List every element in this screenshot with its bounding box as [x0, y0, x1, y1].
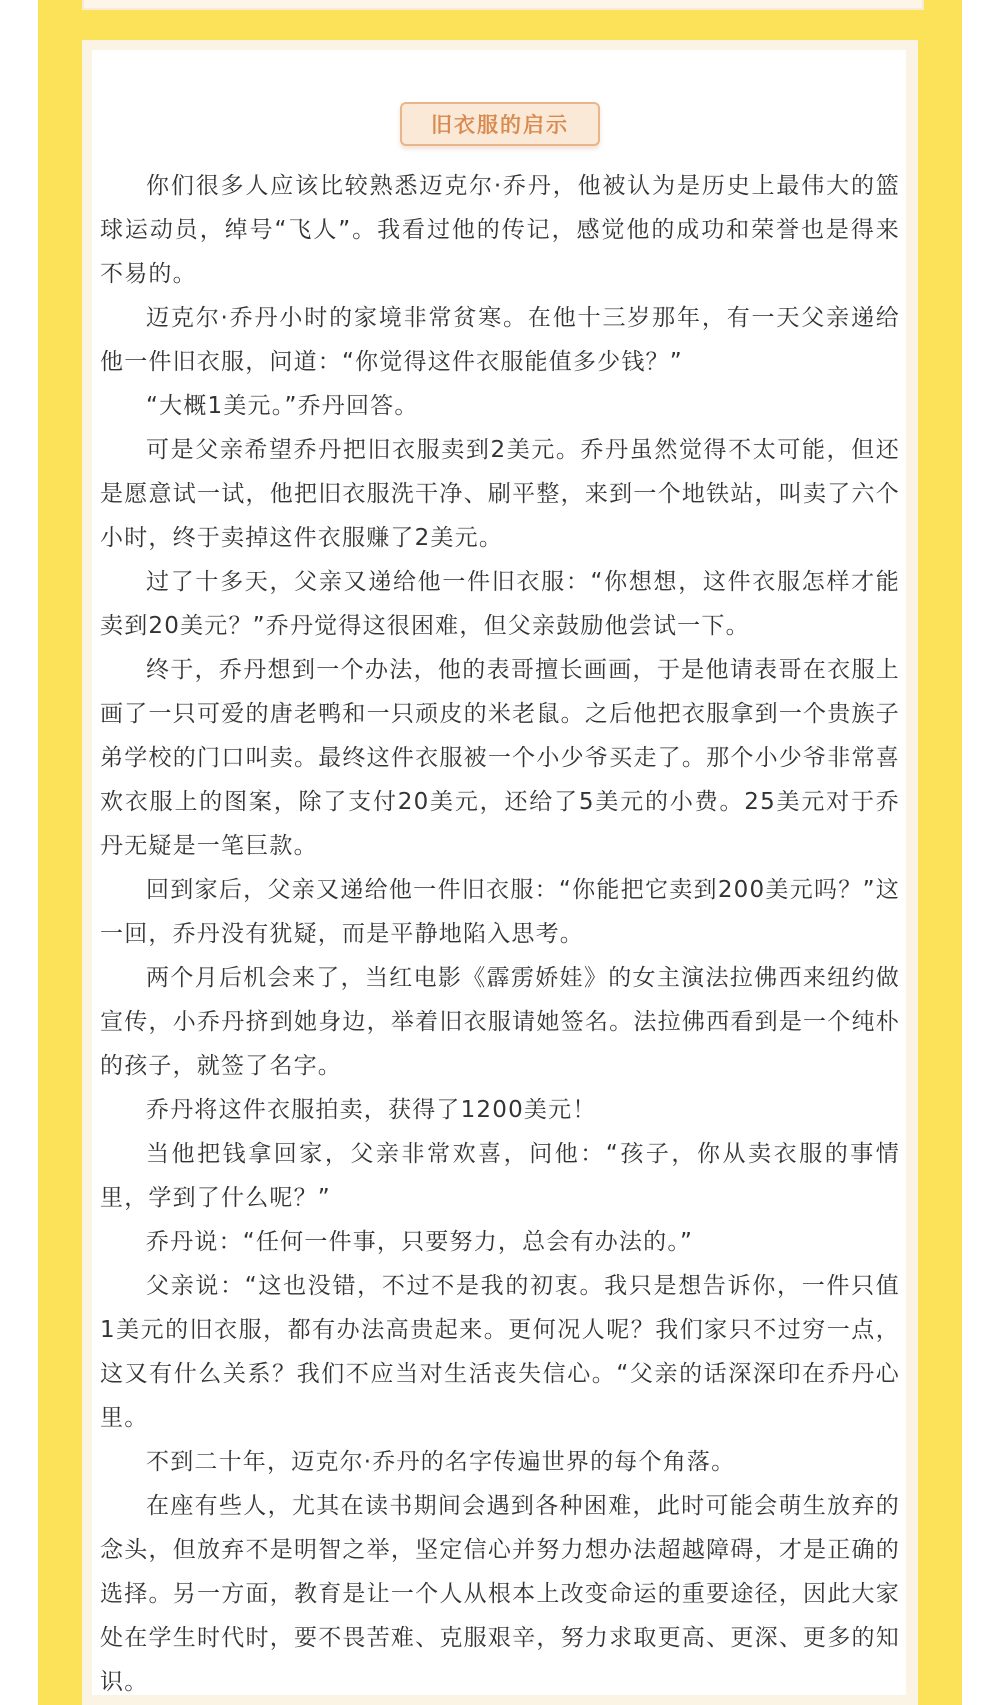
- paragraph: 可是父亲希望乔丹把旧衣服卖到2美元。乔丹虽然觉得不太可能，但还是愿意试一试，他把旧衣服洗干净、刷平整，来到一个地铁站，叫卖了六个小时，终于卖掉这件衣服赚了2美元。: [100, 437, 900, 551]
- paragraph: 你们很多人应该比较熟悉迈克尔·乔丹，他被认为是历史上最伟大的篮球运动员，绰号“飞人”。我看过他的传记，感觉他的成功和荣誉也是得来不易的。: [100, 173, 900, 287]
- paragraph: 当他把钱拿回家，父亲非常欢喜，问他：“孩子，你从卖衣服的事情里，学到了什么呢？”: [100, 1141, 900, 1211]
- paragraph: 过了十多天，父亲又递给他一件旧衣服：“你想想，这件衣服怎样才能卖到20美元？”乔丹觉得这很困难，但父亲鼓励他尝试一下。: [100, 569, 900, 639]
- paragraph: 终于，乔丹想到一个办法，他的表哥擅长画画，于是他请表哥在衣服上画了一只可爱的唐老鸭和一只顽皮的米老鼠。之后他把衣服拿到一个贵族子弟学校的门口叫卖。最终这件衣服被一个小少爷买走了。那个小少爷非常喜欢衣服上的图案，除了支付20美元，还给了5美元的小费。25美元对于乔丹无疑是一笔巨款。: [100, 657, 900, 859]
- article-title-badge: [400, 102, 600, 146]
- paragraph: 回到家后，父亲又递给他一件旧衣服：“你能把它卖到200美元吗？”这一回，乔丹没有犹疑，而是平静地陷入思考。: [100, 877, 900, 947]
- paragraph: 在座有些人，尤其在读书期间会遇到各种困难，此时可能会萌生放弃的念头，但放弃不是明智之举，坚定信心并努力想办法超越障碍，才是正确的选择。另一方面，教育是让一个人从根本上改变命运的重要途径，因此大家处在学生时代时，要不畏苦难、克服艰辛，努力求取更高、更深、更多的知识。: [100, 1493, 900, 1695]
- previous-card-edge: [82, 0, 924, 10]
- paragraph: 两个月后机会来了，当红电影《霹雳娇娃》的女主演法拉佛西来纽约做宣传，小乔丹挤到她身边，举着旧衣服请她签名。法拉佛西看到是一个纯朴的孩子，就签了名字。: [100, 965, 900, 1079]
- paragraph: 乔丹将这件衣服拍卖，获得了1200美元！: [146, 1097, 597, 1123]
- paragraph: 迈克尔·乔丹小时的家境非常贫寒。在他十三岁那年，有一天父亲递给他一件旧衣服，问道：“你觉得这件衣服能值多少钱？”: [100, 305, 900, 375]
- paragraph: 不到二十年，迈克尔·乔丹的名字传遍世界的每个角落。: [146, 1449, 736, 1475]
- paragraph: 父亲说：“这也没错，不过不是我的初衷。我只是想告诉你，一件只值1美元的旧衣服，都有办法高贵起来。更何况人呢？我们家只不过穷一点，这又有什么关系？我们不应当对生活丧失信心。“父亲的话深深印在乔丹心里。: [100, 1273, 900, 1431]
- paragraph: “大概1美元。”乔丹回答。: [146, 393, 419, 419]
- article-title: 旧衣服的启示: [431, 113, 569, 137]
- paragraph: 乔丹说：“任何一件事，只要努力，总会有办法的。”: [146, 1229, 694, 1255]
- article-body: [100, 164, 900, 1704]
